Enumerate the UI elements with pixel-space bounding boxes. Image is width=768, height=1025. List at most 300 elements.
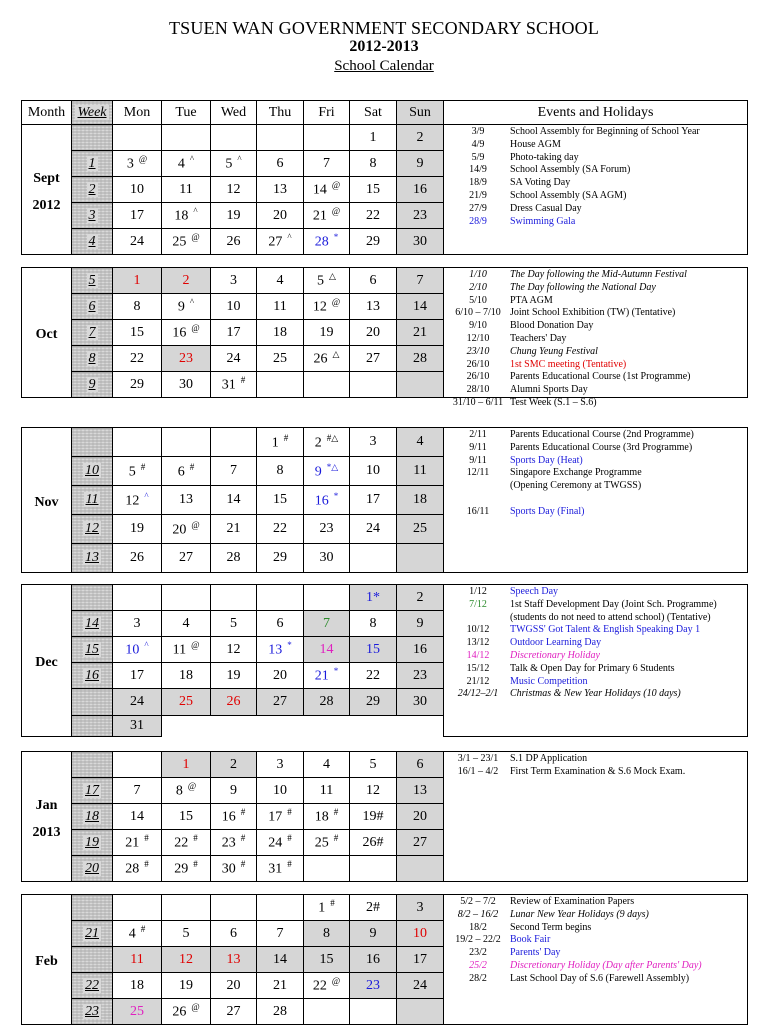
day-cell [113, 895, 162, 921]
day-cell [162, 752, 211, 778]
day-marker: ^ [189, 297, 195, 308]
day-number: 14 [312, 182, 327, 198]
day-number: 25 [172, 234, 187, 250]
month-name: Jan [35, 797, 58, 813]
day-cell [257, 268, 304, 294]
day-cell [211, 457, 257, 486]
day-number: 13 [179, 492, 193, 507]
day-cell [211, 268, 257, 294]
day-marker: # [287, 807, 292, 818]
day-number: 8 [133, 298, 141, 314]
event-item [446, 688, 681, 701]
day-marker: # [193, 859, 198, 870]
day-cell [162, 125, 211, 151]
event-item [446, 506, 584, 519]
month-year: 2013 [32, 824, 61, 840]
day-number: 4 [177, 156, 185, 172]
day-number: 2# [366, 899, 380, 915]
event-text: Parents Educational Course (3rd Programme) [510, 441, 693, 453]
event-item [446, 663, 675, 676]
day-number: 26 [226, 694, 241, 709]
day-marker: # [240, 375, 246, 386]
event-date: 9/11 [469, 454, 487, 466]
day-cell [113, 294, 162, 320]
day-number: 24 [366, 521, 380, 536]
academic-year: 2012-2013 [349, 38, 419, 55]
event-text: SA Voting Day [510, 177, 571, 189]
day-number: 29 [273, 550, 287, 565]
day-number: 11 [130, 951, 144, 967]
day-marker: @ [331, 976, 341, 987]
day-marker: *△ [326, 461, 339, 472]
event-text: (Opening Ceremony at TWGSS) [510, 480, 642, 492]
month-block-nov [21, 427, 747, 572]
day-number: 13 [268, 642, 283, 658]
day-number: 19# [362, 808, 384, 824]
day-cell [211, 177, 257, 203]
day-cell [397, 637, 444, 663]
month-cell [22, 125, 72, 255]
day-marker: ^ [189, 154, 195, 165]
day-cell [162, 229, 211, 255]
event-date: 12/10 [466, 333, 490, 344]
day-cell [304, 320, 350, 346]
day-number: 21 [314, 668, 329, 684]
day-cell [162, 856, 211, 882]
day-number: 3 [126, 156, 134, 172]
event-date: 1/12 [469, 586, 487, 597]
day-number: 18 [314, 809, 329, 825]
events-cell [444, 268, 748, 408]
day-cell [257, 611, 304, 637]
day-marker: * [333, 490, 339, 501]
event-text: Last School Day of S.6 (Farewell Assembly) [510, 972, 690, 984]
day-number: 10 [413, 925, 427, 941]
week-number-label: 23 [85, 1003, 99, 1019]
event-text: Joint School Exhibition (TW) (Tentative) [510, 307, 676, 319]
event-text: Discretionary Holiday (Day after Parents' Day) [510, 960, 702, 971]
day-number: 21 [312, 208, 327, 224]
day-number: 22 [312, 978, 327, 994]
event-item [446, 429, 694, 442]
day-cell [162, 895, 211, 921]
event-item [446, 960, 702, 973]
day-number: 20 [366, 324, 380, 340]
event-date: 16/1 – 4/2 [457, 765, 499, 777]
event-date: 12/11 [466, 467, 490, 479]
day-number: 17 [130, 207, 144, 223]
day-number: 28 [125, 861, 140, 877]
day-cell [257, 999, 304, 1025]
event-text: PTA AGM [510, 294, 553, 306]
day-cell [304, 752, 350, 778]
day-number: 3 [133, 615, 141, 631]
day-number: 5 [369, 756, 377, 772]
day-cell [397, 515, 444, 544]
event-text: Speech Day [510, 586, 559, 597]
day-number: 27 [273, 694, 287, 709]
day-number: 22 [130, 350, 144, 366]
day-cell [397, 778, 444, 804]
event-item [446, 753, 587, 766]
day-cell [113, 752, 162, 778]
day-cell [211, 663, 257, 689]
week-number-label: 7 [88, 324, 96, 340]
day-marker: # [287, 833, 292, 844]
day-number: 7 [323, 155, 330, 171]
event-date: 3/9 [471, 126, 485, 137]
day-number: 12 [226, 181, 241, 197]
day-cell [304, 689, 350, 716]
school-name: TSUEN WAN GOVERNMENT SECONDARY SCHOOL [168, 18, 600, 38]
day-cell [257, 895, 304, 921]
day-cell [162, 663, 211, 689]
day-cell [257, 585, 304, 611]
day-cell [350, 294, 397, 320]
day-number: 4 [416, 434, 424, 449]
day-marker: # [330, 898, 335, 909]
day-marker: @ [191, 323, 200, 334]
day-cell [350, 346, 397, 372]
day-number: 26 [172, 1004, 187, 1020]
event-date: 2/10 [469, 281, 487, 293]
event-text: Lunar New Year Holidays (9 days) [510, 908, 649, 920]
day-number: 10 [125, 642, 140, 658]
day-number: 1* [366, 589, 380, 605]
event-item [446, 599, 717, 612]
day-number: 9 [230, 782, 237, 798]
day-number: 26# [362, 834, 384, 850]
day-cell [257, 428, 304, 457]
day-cell [211, 486, 257, 515]
week-number-label: 18 [85, 808, 99, 824]
event-text: Christmas & New Year Holidays (10 days) [510, 688, 681, 700]
day-cell [162, 203, 211, 229]
week-number [72, 544, 113, 573]
day-cell [162, 973, 211, 999]
event-date: 9/11 [469, 441, 487, 453]
event-text: 1st SMC meeting (Tentative) [510, 358, 627, 370]
day-cell [211, 428, 257, 457]
day-cell [304, 778, 350, 804]
day-cell [257, 151, 304, 177]
day-cell [350, 895, 397, 921]
day-cell [162, 830, 211, 856]
calendar-table [21, 584, 748, 737]
event-text: Chung Yeung Festival [510, 345, 598, 357]
day-number: 23 [221, 835, 236, 851]
day-cell [162, 151, 211, 177]
day-number: 27 [226, 1003, 241, 1019]
day-marker: ^ [193, 206, 198, 217]
day-number: 8 [175, 783, 183, 799]
event-item [446, 896, 634, 909]
day-number: 7 [230, 463, 237, 478]
week-number-label: 22 [85, 977, 99, 993]
month-block-sept [21, 100, 747, 254]
day-number: 9 [416, 615, 424, 631]
day-number: 20 [413, 808, 427, 824]
week-number [72, 229, 113, 255]
day-number: 13 [226, 951, 241, 967]
week-number [72, 320, 113, 346]
day-number: 21 [125, 835, 140, 851]
day-number: 21 [226, 521, 241, 536]
event-text: Dress Casual Day [510, 202, 582, 214]
event-text: Swimming Gala [510, 215, 576, 227]
week-number [72, 125, 113, 151]
day-number: 9 [177, 299, 185, 315]
column-header-fri: Fri [304, 101, 350, 125]
event-date: 14/9 [469, 164, 487, 176]
week-number [72, 921, 113, 947]
day-cell [397, 947, 444, 973]
month-block-jan [21, 751, 747, 881]
week-number-label: 5 [88, 272, 96, 288]
day-marker: ^ [144, 490, 149, 501]
event-text: S.1 DP Application [510, 753, 588, 764]
day-marker: @ [191, 1002, 200, 1013]
day-cell [304, 973, 350, 999]
day-cell [113, 428, 162, 457]
day-number: 23 [413, 207, 427, 223]
event-item [446, 586, 558, 599]
day-cell [397, 895, 444, 921]
day-number: 27 [268, 234, 283, 250]
day-number: 25 [130, 1003, 144, 1019]
day-number: 30 [221, 861, 236, 877]
day-cell [350, 637, 397, 663]
day-cell [304, 203, 350, 229]
day-number: 29 [366, 694, 380, 709]
event-text: Talk & Open Day for Primary 6 Students [510, 662, 675, 674]
day-cell [113, 229, 162, 255]
month-year: 2012 [32, 197, 61, 213]
day-number: 21 [273, 977, 287, 993]
day-cell [304, 895, 350, 921]
event-date: 23/10 [466, 345, 490, 357]
events-cell [444, 585, 748, 737]
day-cell [397, 320, 444, 346]
day-cell [257, 637, 304, 663]
day-cell [397, 486, 444, 515]
day-cell [304, 151, 350, 177]
day-cell [211, 611, 257, 637]
day-cell [211, 544, 257, 573]
day-cell [162, 486, 211, 515]
week-number [72, 778, 113, 804]
event-item [446, 216, 575, 229]
week-number-label: 4 [88, 233, 96, 249]
day-cell [113, 947, 162, 973]
week-number [72, 151, 113, 177]
day-number: 15 [366, 181, 380, 197]
day-number: 27 [413, 834, 427, 850]
day-cell [257, 778, 304, 804]
event-text: The Day following the Mid-Autumn Festival [510, 269, 687, 280]
day-number: 30 [319, 550, 334, 565]
day-number: 14 [130, 808, 144, 824]
day-number: 6 [416, 756, 424, 772]
day-cell [350, 663, 397, 689]
day-cell [162, 637, 211, 663]
day-cell [162, 515, 211, 544]
day-cell [350, 457, 397, 486]
day-number: 3 [369, 434, 377, 449]
day-cell [257, 229, 304, 255]
event-item [446, 973, 689, 986]
event-text: Review of Examination Papers [510, 896, 635, 907]
event-date: 9/10 [469, 320, 487, 332]
day-number: 28 [314, 234, 329, 250]
week-number [72, 457, 113, 486]
day-cell [304, 856, 350, 882]
day-number: 15 [366, 641, 380, 657]
day-number: 23 [179, 350, 193, 366]
day-cell [162, 457, 211, 486]
day-number: 25 [179, 694, 193, 709]
event-text: First Term Examination & S.6 Mock Exam. [510, 765, 686, 777]
day-number: 25 [413, 521, 427, 536]
event-date: 2/11 [469, 429, 487, 440]
week-number [72, 268, 113, 294]
day-cell [397, 716, 444, 737]
day-cell [257, 752, 304, 778]
month-name: Sept [33, 170, 60, 186]
day-cell [113, 830, 162, 856]
column-header-week: Week [72, 101, 113, 125]
day-cell [162, 428, 211, 457]
day-cell [211, 151, 257, 177]
day-number: 7 [133, 782, 141, 798]
day-cell [397, 346, 444, 372]
day-cell [211, 973, 257, 999]
day-number: 16 [314, 493, 329, 509]
week-number [72, 637, 113, 663]
week-number [72, 486, 113, 515]
event-item [446, 676, 588, 689]
event-date: 15/12 [466, 662, 490, 674]
event-item [446, 766, 685, 779]
event-date: 27/9 [469, 202, 487, 214]
day-marker: # [189, 461, 195, 472]
day-cell [162, 778, 211, 804]
event-date: 13/12 [466, 637, 490, 649]
day-number: 24 [226, 350, 241, 366]
week-number-label: 6 [88, 298, 96, 314]
day-number: 3 [416, 899, 424, 915]
day-cell [397, 689, 444, 716]
event-date: 19/2 – 22/2 [455, 934, 501, 946]
month-name: Dec [35, 655, 58, 670]
day-cell [162, 372, 211, 398]
day-cell [162, 804, 211, 830]
day-number: 5 [128, 464, 136, 480]
day-marker: △ [332, 349, 340, 360]
day-cell [162, 294, 211, 320]
day-cell [350, 752, 397, 778]
day-number: 24 [130, 233, 144, 249]
day-number: 6 [276, 155, 284, 171]
day-number: 16 [413, 181, 427, 197]
day-number: 22 [366, 207, 380, 223]
day-number: 1 [182, 756, 190, 772]
day-cell [113, 268, 162, 294]
day-cell [397, 457, 444, 486]
day-cell [304, 637, 350, 663]
day-number: 30 [413, 233, 427, 249]
day-cell [211, 515, 257, 544]
day-marker: # [144, 833, 149, 844]
day-number: 7 [323, 615, 330, 631]
day-cell [397, 229, 444, 255]
week-number [72, 856, 113, 882]
day-number: 11 [273, 298, 287, 314]
day-cell [257, 544, 304, 573]
day-cell [304, 716, 350, 737]
day-cell [350, 486, 397, 515]
week-row [22, 895, 748, 921]
month-name: Feb [35, 954, 58, 969]
event-item [446, 139, 561, 152]
day-number: 26 [226, 233, 241, 249]
day-cell [113, 177, 162, 203]
day-cell [350, 689, 397, 716]
day-cell [211, 585, 257, 611]
week-number [72, 716, 113, 737]
day-number: 20 [273, 207, 287, 223]
day-number: 6 [177, 464, 185, 480]
event-text: Parents' Day [510, 947, 561, 959]
day-cell [304, 830, 350, 856]
day-number: 25 [273, 350, 287, 366]
day-cell [113, 716, 162, 737]
day-number: 12 [366, 782, 380, 798]
event-item [446, 295, 553, 308]
day-marker: @ [331, 206, 341, 217]
week-number [72, 177, 113, 203]
day-number: 22 [273, 521, 287, 536]
day-number: 8 [323, 925, 330, 941]
month-cell [22, 752, 72, 882]
week-number [72, 294, 113, 320]
day-cell [257, 372, 304, 398]
day-cell [397, 973, 444, 999]
day-cell [397, 151, 444, 177]
day-number: 17 [130, 667, 144, 683]
month-name: Oct [35, 327, 58, 342]
day-cell [350, 830, 397, 856]
day-cell [257, 947, 304, 973]
day-cell [113, 515, 162, 544]
day-number: 16 [413, 641, 427, 657]
day-marker: ^ [144, 640, 149, 651]
day-cell [257, 457, 304, 486]
event-item [446, 384, 588, 397]
day-number: 7 [276, 925, 284, 941]
day-cell [113, 804, 162, 830]
day-number: 18 [273, 324, 287, 340]
day-number: 10 [273, 782, 287, 798]
day-number: 10 [130, 181, 144, 197]
day-number: 9 [369, 925, 377, 941]
day-number: 24 [268, 835, 283, 851]
day-cell [397, 999, 444, 1025]
event-item [446, 909, 649, 922]
day-number: 12 [312, 299, 327, 315]
day-number: 23 [413, 667, 427, 683]
day-marker: # [287, 859, 292, 870]
